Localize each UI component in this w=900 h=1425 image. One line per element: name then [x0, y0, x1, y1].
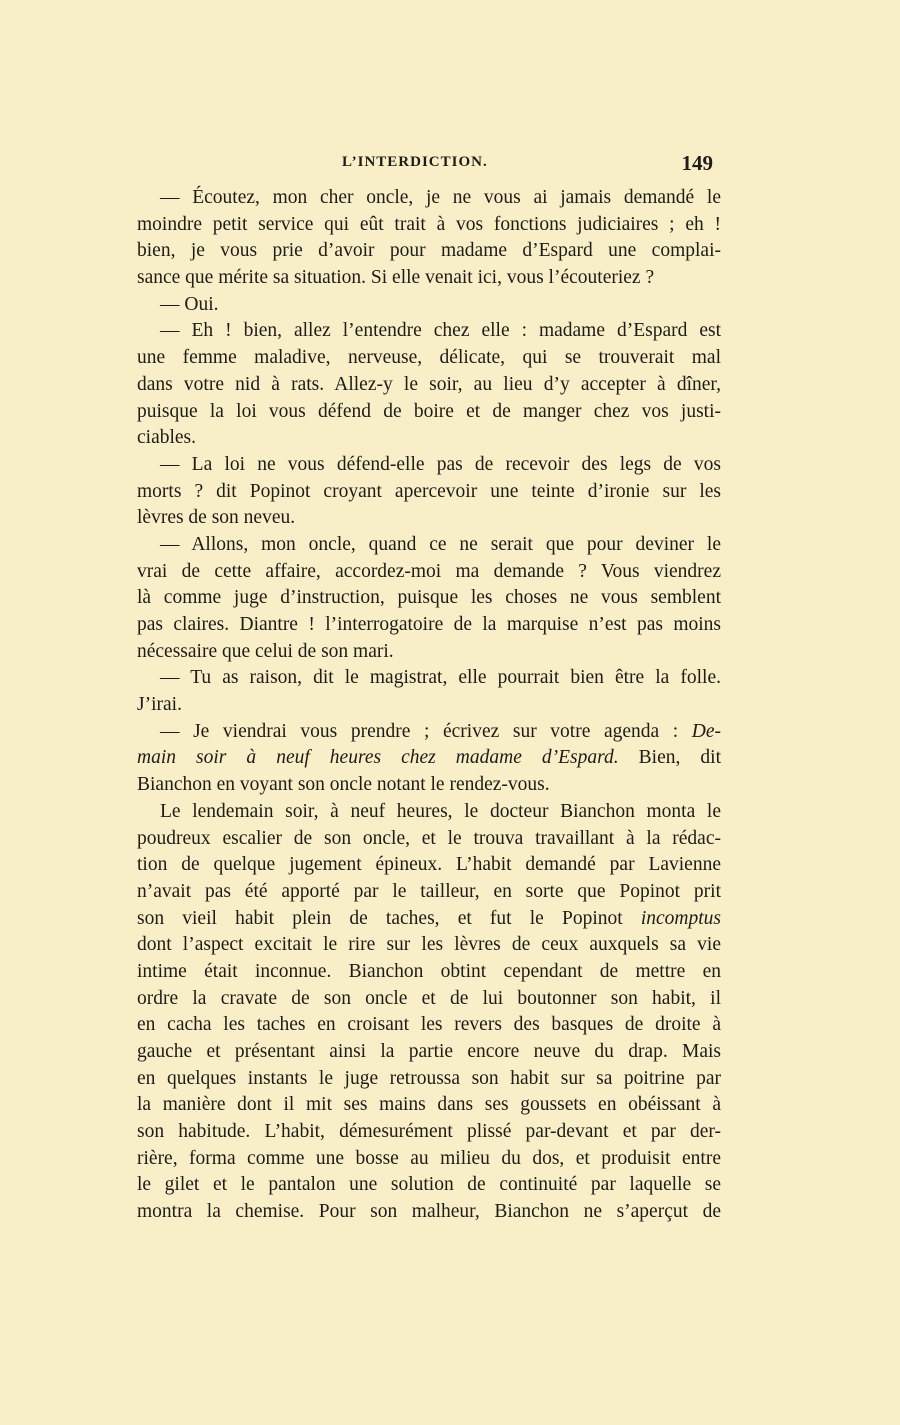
text-line: [137, 986, 721, 1013]
text-line: [137, 399, 721, 426]
text-line: [137, 612, 721, 639]
text-segment: n’avait pas été apporté par le tailleur, en sorte que Popinot prit: [137, 880, 721, 902]
text-line: [137, 505, 721, 532]
text-line: [137, 1012, 721, 1039]
text-segment: — Allons, mon oncle, quand ce ne serait que pour deviner le: [160, 533, 721, 555]
text-segment: en quelques instants le juge retroussa son habit sur sa poitrine par: [137, 1067, 721, 1089]
text-line: [137, 345, 721, 372]
text-segment: bien, je vous prie d’avoir pour madame d’Espard une complai-: [137, 240, 721, 262]
running-title: L’INTERDICTION.: [342, 154, 488, 170]
text-segment: la manière dont il mit ses mains dans ses goussets en obéissant à: [137, 1094, 721, 1116]
text-line: [137, 799, 721, 826]
text-segment: vrai de cette affaire, accordez-moi ma demande ? Vous viendrez: [137, 560, 721, 582]
text-segment: là comme juge d’instruction, puisque les choses ne vous semblent: [137, 587, 721, 609]
text-segment: dans votre nid à rats. Allez-y le soir, au lieu d’y accepter à dîner,: [137, 373, 721, 395]
text-line: [137, 212, 721, 239]
text-segment: — Eh ! bien, allez l’entendre chez elle : madame d’Espard est: [160, 320, 721, 342]
text-segment: moindre petit service qui eût trait à vos fonctions judiciaires ; eh !: [137, 213, 721, 235]
text-line: [137, 265, 721, 292]
italic-text: main soir à neuf heures chez madame d’Espard.: [137, 747, 619, 769]
text-segment: son vieil habit plein de taches, et fut le Popinot: [137, 907, 641, 929]
text-line: [137, 1039, 721, 1066]
text-segment: pas claires. Diantre ! l’interrogatoire de la marquise n’est pas moins: [137, 614, 721, 635]
page-body-text: [137, 185, 721, 1226]
text-line: [137, 852, 721, 879]
text-line: [137, 318, 721, 345]
text-line: [137, 932, 721, 959]
text-line: [137, 639, 721, 666]
text-segment: Bien, dit: [618, 747, 721, 769]
text-line: [137, 452, 721, 479]
text-line: [137, 1119, 721, 1146]
text-segment: gauche et présentant ainsi la partie encore neuve du drap. Mais: [137, 1041, 721, 1062]
text-segment: lèvres de son neveu.: [137, 507, 296, 529]
text-line: [137, 906, 721, 933]
text-segment: puisque la loi vous défend de boire et de manger chez vos justi-: [137, 400, 721, 422]
text-segment: Bianchon en voyant son oncle notant le rendez-vous.: [137, 774, 550, 796]
italic-text: incomptus: [640, 907, 721, 929]
italic-text: De-: [691, 720, 721, 742]
text-line: [137, 238, 721, 265]
running-header: [137, 151, 713, 180]
text-segment: son habitude. L’habit, démesurément plissé par-devant et par der-: [137, 1121, 721, 1143]
text-segment: le gilet et le pantalon une solution de continuité par laquelle se: [137, 1174, 721, 1196]
text-line: [137, 1172, 721, 1199]
text-segment: en cacha les taches en croisant les revers des basques de droite à: [137, 1014, 721, 1036]
text-line: [137, 479, 721, 506]
text-segment: J’irai.: [137, 694, 182, 716]
text-line: [137, 185, 721, 212]
text-segment: — Tu as raison, dit le magistrat, elle pourrait bien être la folle.: [160, 667, 721, 689]
text-line: [137, 826, 721, 853]
text-line: [137, 1199, 721, 1226]
text-segment: Le lendemain soir, à neuf heures, le docteur Bianchon monta le: [160, 800, 721, 822]
text-segment: une femme maladive, nerveuse, délicate, qui se trouverait mal: [137, 347, 721, 369]
text-segment: — Je viendrai vous prendre ; écrivez sur votre agenda :: [160, 720, 692, 742]
text-segment: — Écoutez, mon cher oncle, je ne vous ai jamais demandé le: [160, 187, 721, 208]
text-segment: poudreux escalier de son oncle, et le trouva travaillant à la rédac-: [137, 827, 721, 849]
text-segment: montra la chemise. Pour son malheur, Bianchon ne s’aperçut de: [137, 1201, 721, 1223]
text-line: [137, 1066, 721, 1093]
text-segment: dont l’aspect excitait le rire sur les lèvres de ceux auxquels sa vie: [137, 934, 721, 956]
text-segment: — Oui.: [160, 293, 219, 315]
text-line: [137, 745, 721, 772]
text-line: [137, 532, 721, 559]
text-line: [137, 692, 721, 719]
text-line: [137, 665, 721, 692]
text-segment: — La loi ne vous défend-elle pas de recevoir des legs de vos: [160, 453, 721, 475]
text-line: [137, 372, 721, 399]
text-segment: ciables.: [137, 427, 197, 449]
text-segment: nécessaire que celui de son mari.: [137, 640, 394, 662]
text-line: [137, 719, 721, 746]
text-line: [137, 1146, 721, 1173]
text-segment: intime était inconnue. Bianchon obtint cependant de mettre en: [137, 960, 721, 982]
text-line: [137, 425, 721, 452]
page-number: 149: [681, 151, 713, 175]
text-line: [137, 959, 721, 986]
text-line: [137, 772, 721, 799]
text-segment: ordre la cravate de son oncle et de lui boutonner son habit, il: [137, 987, 721, 1009]
text-line: [137, 879, 721, 906]
text-line: [137, 1092, 721, 1119]
text-line: [137, 292, 721, 319]
text-segment: sance que mérite sa situation. Si elle venait ici, vous l’écouteriez ?: [137, 267, 655, 289]
text-segment: rière, forma comme une bosse au milieu du dos, et produisit entre: [137, 1147, 721, 1169]
text-line: [137, 585, 721, 612]
text-segment: morts ? dit Popinot croyant apercevoir une teinte d’ironie sur les: [137, 480, 721, 502]
text-segment: tion de quelque jugement épineux. L’habit demandé par Lavienne: [137, 854, 721, 876]
text-line: [137, 559, 721, 586]
